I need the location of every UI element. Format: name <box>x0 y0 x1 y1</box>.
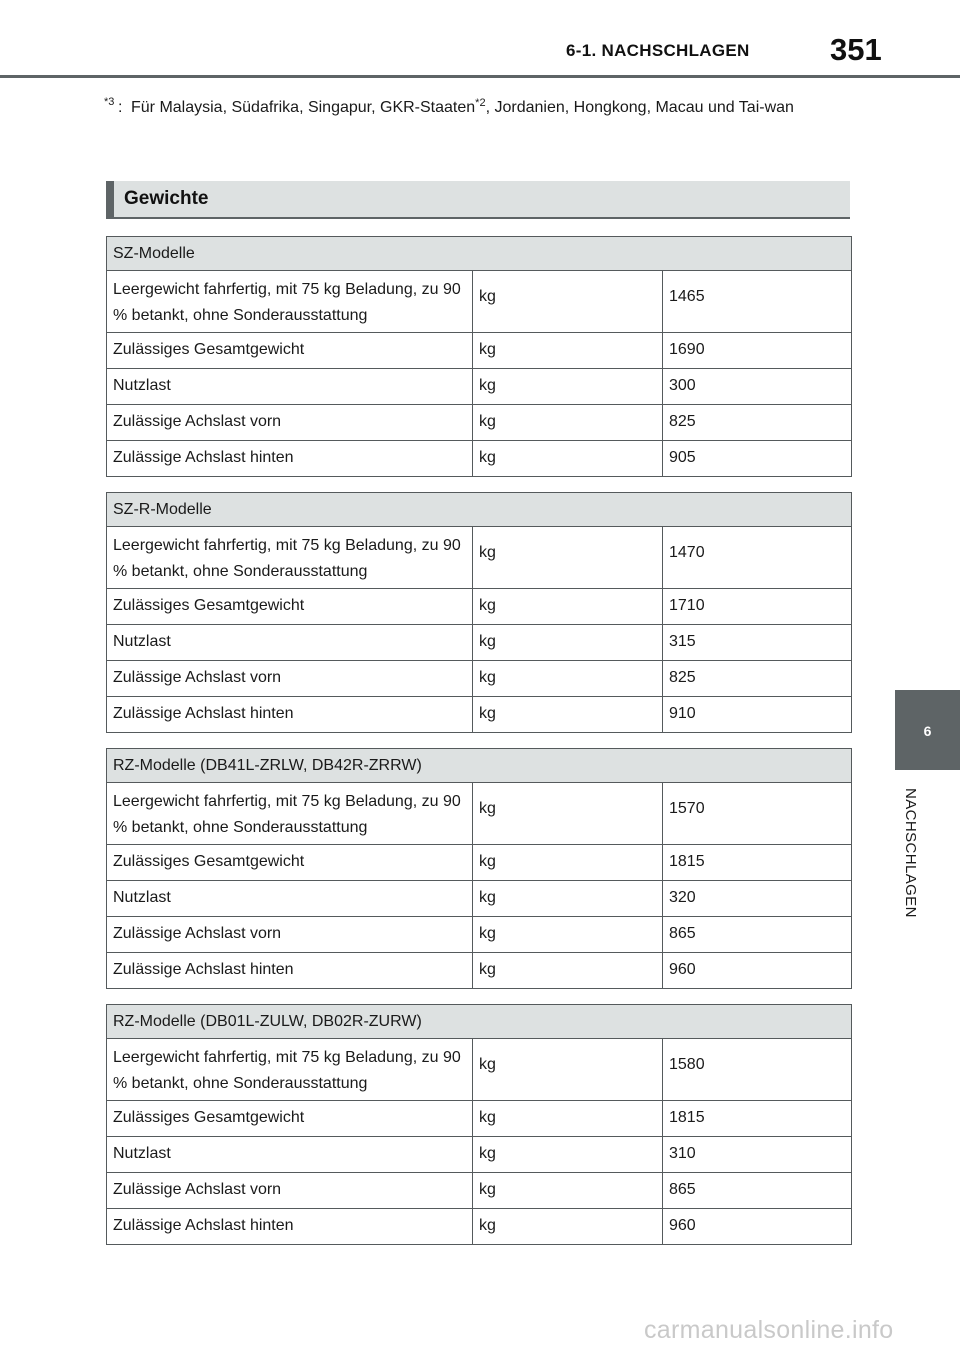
row-unit: kg <box>473 661 663 697</box>
table-row <box>107 1209 852 1245</box>
row-value: 1690 <box>663 333 852 369</box>
row-label: Zulässige Achslast vorn <box>107 405 473 441</box>
row-label: Zulässiges Gesamtgewicht <box>107 845 473 881</box>
row-label: Zulässige Achslast hinten <box>107 441 473 477</box>
row-label: Nutzlast <box>107 625 473 661</box>
header-rule <box>0 75 960 78</box>
table-row <box>107 369 852 405</box>
table-row <box>107 917 852 953</box>
row-label: Zulässiges Gesamtgewicht <box>107 589 473 625</box>
row-label: Leergewicht fahrfertig, mit 75 kg Beladung, zu 90 % betankt, ohne Sonderausstattung <box>107 783 473 845</box>
row-value: 1570 <box>663 783 852 845</box>
row-value: 1470 <box>663 527 852 589</box>
weight-table <box>106 748 852 989</box>
table-row <box>107 697 852 733</box>
table-title-row <box>107 237 852 271</box>
row-unit: kg <box>473 881 663 917</box>
row-label: Zulässiges Gesamtgewicht <box>107 333 473 369</box>
row-value: 1465 <box>663 271 852 333</box>
row-unit: kg <box>473 917 663 953</box>
row-unit: kg <box>473 697 663 733</box>
row-label: Leergewicht fahrfertig, mit 75 kg Beladung, zu 90 % betankt, ohne Sonderausstattung <box>107 271 473 333</box>
row-value: 1815 <box>663 1101 852 1137</box>
table-row <box>107 271 852 333</box>
row-unit: kg <box>473 333 663 369</box>
row-label: Zulässige Achslast hinten <box>107 953 473 989</box>
row-label: Leergewicht fahrfertig, mit 75 kg Beladung, zu 90 % betankt, ohne Sonderausstattung <box>107 1039 473 1101</box>
footnote-text <box>131 95 844 121</box>
row-unit: kg <box>473 589 663 625</box>
chapter-tab[interactable] <box>895 690 960 770</box>
row-unit: kg <box>473 1039 663 1101</box>
table-row <box>107 881 852 917</box>
row-value: 300 <box>663 369 852 405</box>
row-label: Zulässige Achslast hinten <box>107 1209 473 1245</box>
row-value: 865 <box>663 917 852 953</box>
row-unit: kg <box>473 369 663 405</box>
table-title: RZ-Modelle (DB01L-ZULW, DB02R-ZURW) <box>107 1005 852 1039</box>
row-unit: kg <box>473 271 663 333</box>
watermark: carmanualsonline.info <box>644 1316 894 1344</box>
row-label: Zulässige Achslast vorn <box>107 661 473 697</box>
row-value: 1580 <box>663 1039 852 1101</box>
footnote-mark: *3 <box>104 96 115 108</box>
row-unit: kg <box>473 953 663 989</box>
row-value: 825 <box>663 661 852 697</box>
table-title-row <box>107 1005 852 1039</box>
row-unit: kg <box>473 1137 663 1173</box>
table-title: RZ-Modelle (DB41L-ZRLW, DB42R-ZRRW) <box>107 749 852 783</box>
row-label: Zulässige Achslast hinten <box>107 697 473 733</box>
table-row <box>107 1101 852 1137</box>
row-label: Zulässige Achslast vorn <box>107 917 473 953</box>
row-unit: kg <box>473 405 663 441</box>
row-value: 315 <box>663 625 852 661</box>
table-row <box>107 661 852 697</box>
row-unit: kg <box>473 1101 663 1137</box>
table-row <box>107 625 852 661</box>
weight-table <box>106 492 852 733</box>
row-value: 320 <box>663 881 852 917</box>
table-title-row <box>107 493 852 527</box>
table-row <box>107 953 852 989</box>
chapter-tab-number: 6 <box>923 723 932 739</box>
row-unit: kg <box>473 1173 663 1209</box>
page-number: 351 <box>830 32 882 67</box>
table-title-row <box>107 749 852 783</box>
row-unit: kg <box>473 1209 663 1245</box>
row-label: Leergewicht fahrfertig, mit 75 kg Beladung, zu 90 % betankt, ohne Sonderausstattung <box>107 527 473 589</box>
row-value: 1815 <box>663 845 852 881</box>
row-value: 960 <box>663 953 852 989</box>
table-row <box>107 1137 852 1173</box>
table-row <box>107 783 852 845</box>
row-value: 310 <box>663 1137 852 1173</box>
row-unit: kg <box>473 845 663 881</box>
table-row <box>107 333 852 369</box>
footnote-superscript: *2 <box>475 97 486 109</box>
row-unit: kg <box>473 527 663 589</box>
chapter-tab-label: NACHSCHLAGEN <box>902 788 919 918</box>
row-value: 825 <box>663 405 852 441</box>
row-unit: kg <box>473 625 663 661</box>
row-label: Nutzlast <box>107 881 473 917</box>
row-value: 910 <box>663 697 852 733</box>
row-value: 865 <box>663 1173 852 1209</box>
row-value: 960 <box>663 1209 852 1245</box>
table-row <box>107 405 852 441</box>
row-unit: kg <box>473 441 663 477</box>
section-header <box>106 181 850 219</box>
table-row <box>107 1173 852 1209</box>
weight-table <box>106 1004 852 1245</box>
section-title: Gewichte <box>124 188 209 209</box>
footnote-text-before: Für Malaysia, Südafrika, Singapur, GKR-Staaten <box>131 99 476 116</box>
table-row <box>107 441 852 477</box>
footnote-colon: : <box>118 99 123 116</box>
table-title: SZ-Modelle <box>107 237 852 271</box>
table-row <box>107 845 852 881</box>
weight-table <box>106 236 852 477</box>
table-row <box>107 589 852 625</box>
footnote <box>104 95 844 121</box>
table-title: SZ-R-Modelle <box>107 493 852 527</box>
row-label: Nutzlast <box>107 369 473 405</box>
table-row <box>107 1039 852 1101</box>
chapter-heading: 6-1. NACHSCHLAGEN <box>566 41 750 60</box>
row-value: 1710 <box>663 589 852 625</box>
table-row <box>107 527 852 589</box>
footnote-text-after: , Jordanien, Hongkong, Macau und Tai-wan <box>485 99 794 116</box>
row-label: Nutzlast <box>107 1137 473 1173</box>
row-label: Zulässige Achslast vorn <box>107 1173 473 1209</box>
row-unit: kg <box>473 783 663 845</box>
row-label: Zulässiges Gesamtgewicht <box>107 1101 473 1137</box>
row-value: 905 <box>663 441 852 477</box>
